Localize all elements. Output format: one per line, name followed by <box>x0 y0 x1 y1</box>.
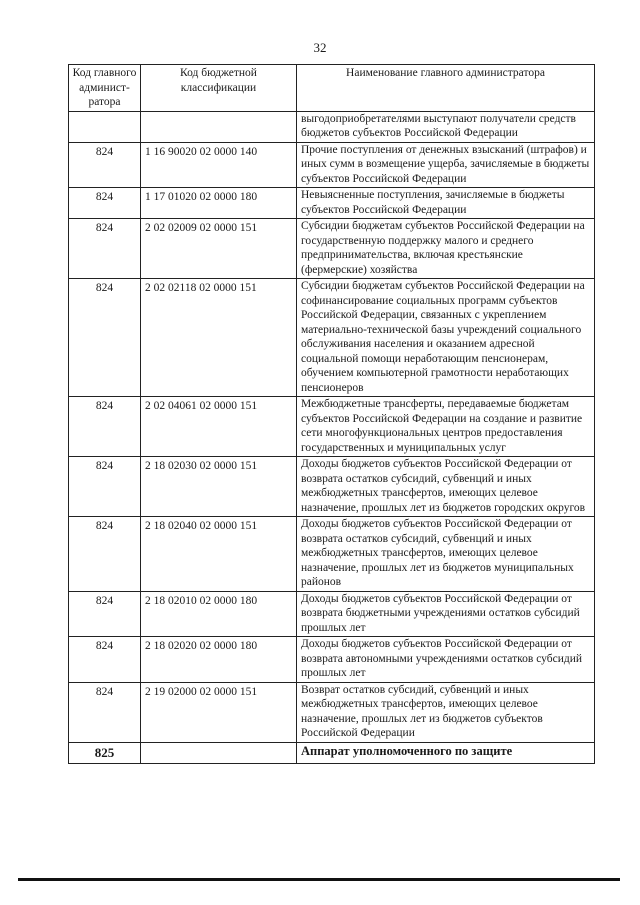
budget-code-cell: 1 16 90020 02 0000 140 <box>141 142 297 188</box>
admin-code-cell: 824 <box>69 142 141 188</box>
budget-code-cell: 2 02 04061 02 0000 151 <box>141 397 297 457</box>
table-row <box>69 219 595 279</box>
admin-code-cell: 824 <box>69 682 141 742</box>
page-bottom-rule <box>18 878 620 881</box>
table-row <box>69 188 595 219</box>
budget-code-cell: 1 17 01020 02 0000 180 <box>141 188 297 219</box>
admin-name-cell: Возврат остатков субсидий, субвенций и иных межбюджетных трансфертов, имеющих целевое назначение, прошлых лет из бюджетов субъектов Российской Федерации <box>297 682 595 742</box>
budget-code-cell: 2 18 02040 02 0000 151 <box>141 517 297 592</box>
admin-code-cell: 824 <box>69 637 141 683</box>
table-row <box>69 279 595 397</box>
table-row <box>69 111 595 142</box>
admin-name-cell: Субсидии бюджетам субъектов Российской Федерации на государственную поддержку малого и среднего предпринимательства, включая крестьянские (фермерские) хозяйства <box>297 219 595 279</box>
budget-code-cell: 2 18 02030 02 0000 151 <box>141 457 297 517</box>
table-row <box>69 637 595 683</box>
table-row <box>69 142 595 188</box>
admin-code-cell: 824 <box>69 517 141 592</box>
admin-code-cell: 824 <box>69 219 141 279</box>
budget-classification-table <box>68 64 595 764</box>
admin-name-cell: Межбюджетные трансферты, передаваемые бюджетам субъектов Российской Федерации на создание и развитие сети многофункциональных центров предоставления государственных и муниципальных услуг <box>297 397 595 457</box>
budget-code-cell: 2 19 02000 02 0000 151 <box>141 682 297 742</box>
admin-name-cell: Аппарат уполномоченного по защите <box>297 742 595 763</box>
table-row-final <box>69 742 595 763</box>
budget-code-cell <box>141 742 297 763</box>
admin-name-cell: Доходы бюджетов субъектов Российской Федерации от возврата автономными учреждениями остатков субсидий прошлых лет <box>297 637 595 683</box>
table-row <box>69 591 595 637</box>
table-row <box>69 682 595 742</box>
budget-code-cell: 2 02 02118 02 0000 151 <box>141 279 297 397</box>
budget-code-cell: 2 18 02010 02 0000 180 <box>141 591 297 637</box>
table-row <box>69 457 595 517</box>
table-header-row <box>69 65 595 112</box>
table-row <box>69 397 595 457</box>
admin-code-cell: 824 <box>69 591 141 637</box>
admin-name-cell: Невыясненные поступления, зачисляемые в бюджеты субъектов Российской Федерации <box>297 188 595 219</box>
admin-code-cell <box>69 111 141 142</box>
header-budget-code: Код бюджетной классификации <box>141 65 297 112</box>
admin-code-cell: 824 <box>69 279 141 397</box>
budget-code-cell: 2 02 02009 02 0000 151 <box>141 219 297 279</box>
admin-name-cell: выгодоприобретателями выступают получатели средств бюджетов субъектов Российской Федерации <box>297 111 595 142</box>
admin-name-cell: Прочие поступления от денежных взысканий (штрафов) и иных сумм в возмещение ущерба, зачисляемые в бюджеты субъектов Российской Федерации <box>297 142 595 188</box>
admin-name-cell: Доходы бюджетов субъектов Российской Федерации от возврата бюджетными учреждениями остатков субсидий прошлых лет <box>297 591 595 637</box>
header-admin-code: Код главного админист-ратора <box>69 65 141 112</box>
admin-code-cell: 824 <box>69 457 141 517</box>
budget-code-cell: 2 18 02020 02 0000 180 <box>141 637 297 683</box>
admin-code-cell: 824 <box>69 397 141 457</box>
table-row <box>69 517 595 592</box>
admin-code-cell: 824 <box>69 188 141 219</box>
admin-name-cell: Доходы бюджетов субъектов Российской Федерации от возврата остатков субсидий, субвенций и иных межбюджетных трансфертов, имеющих целевое назначение, прошлых лет из бюджетов муниципальных районов <box>297 517 595 592</box>
admin-code-cell: 825 <box>69 742 141 763</box>
page-number: 32 <box>313 40 327 55</box>
admin-name-cell: Субсидии бюджетам субъектов Российской Федерации на софинансирование социальных программ субъектов Российской Федерации, связанных с укреплением материально-технической базы учреждений социального обслуживания населения и оказанием адресной социальной помощи неработающим пенсионерам, обучением компьютерной грамотности неработающих пенсионеров <box>297 279 595 397</box>
admin-name-cell: Доходы бюджетов субъектов Российской Федерации от возврата остатков субсидий, субвенций и иных межбюджетных трансфертов, имеющих целевое назначение, прошлых лет из бюджетов городских округов <box>297 457 595 517</box>
header-admin-name: Наименование главного администратора <box>297 65 595 112</box>
budget-code-cell <box>141 111 297 142</box>
